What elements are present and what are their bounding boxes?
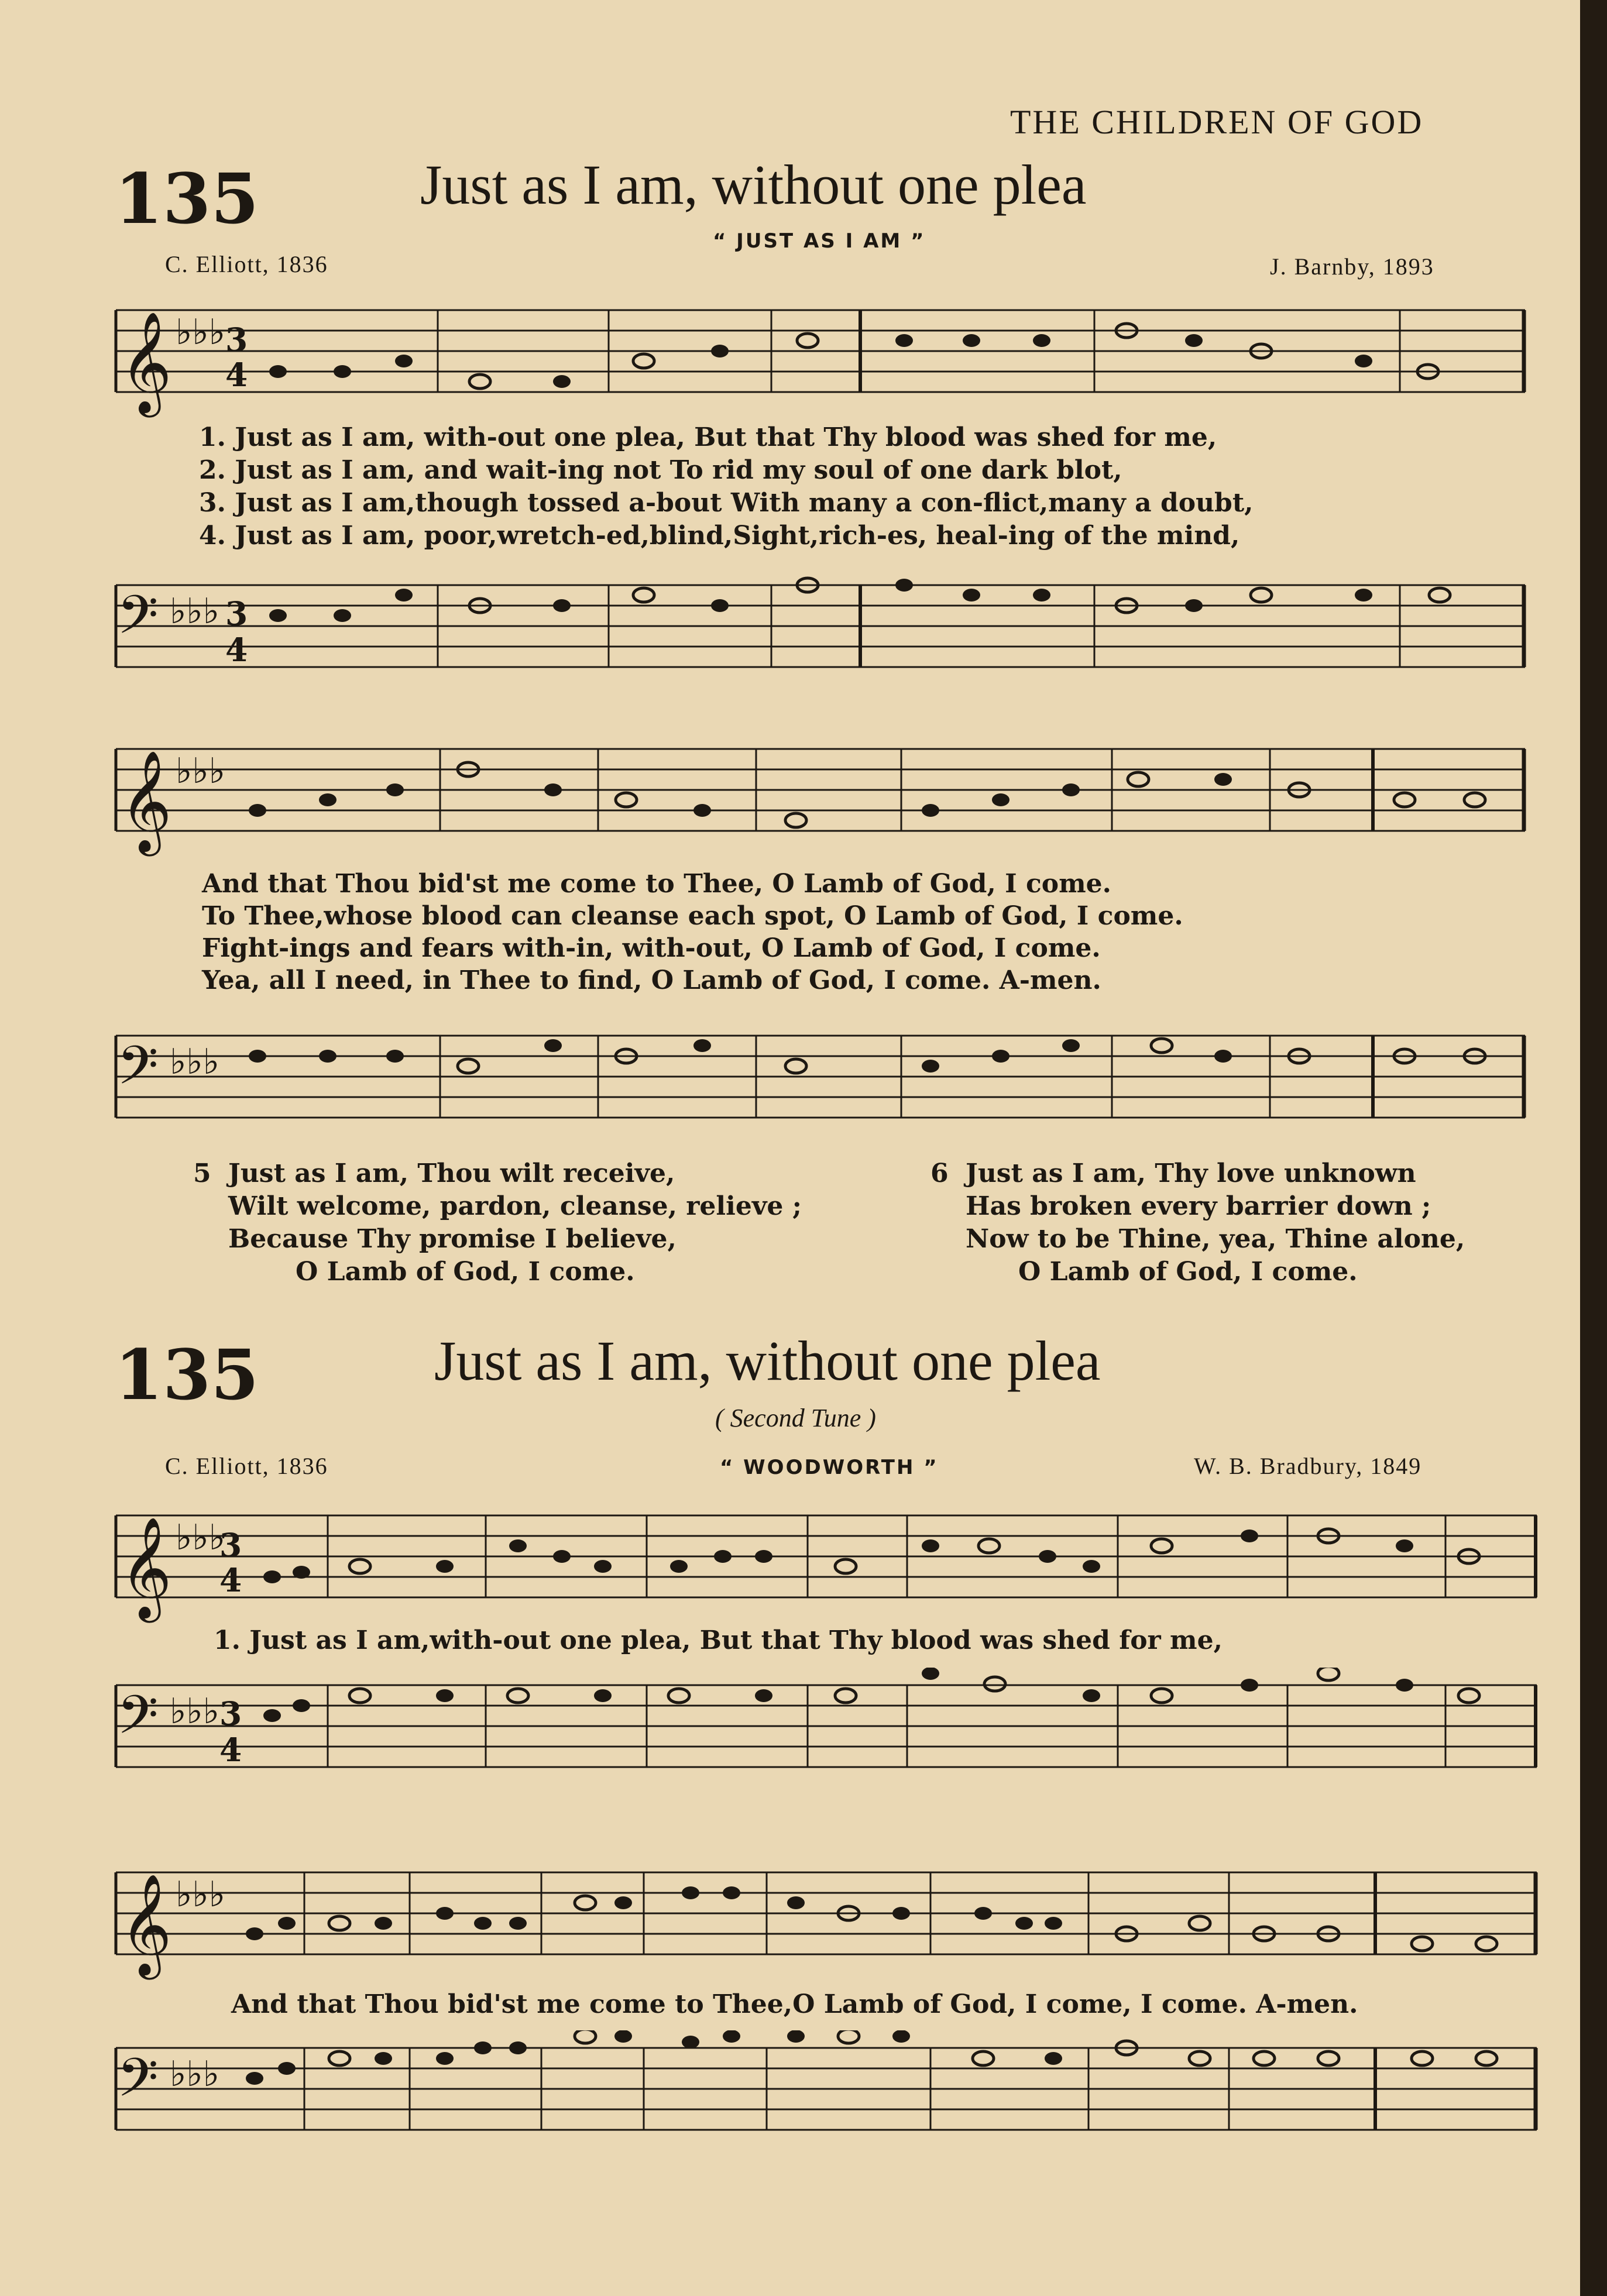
lyric-line: 3. Just as I am,though tossed a-bout With many a con-flict,many a doubt, [199, 488, 1254, 518]
tune-name: “ JUST AS I AM ” [713, 229, 926, 253]
svg-text:♭♭♭: ♭♭♭ [170, 1691, 219, 1732]
bass-staff [0, 573, 1580, 702]
lyric-line: 4. Just as I am, poor,wretch-ed,blind,Sight,rich-es, heal-ing of the mind, [199, 521, 1240, 551]
svg-text:♭♭♭: ♭♭♭ [176, 1874, 225, 1915]
treble-staff [0, 1498, 1580, 1627]
verse-number: 6 [930, 1159, 949, 1188]
svg-text:𝄞: 𝄞 [120, 750, 172, 852]
verse-line: Just as I am, Thy love unknown [966, 1159, 1416, 1188]
verse-line: Because Thy promise I believe, [228, 1224, 677, 1254]
svg-text:𝄢: 𝄢 [117, 584, 159, 659]
hymn-number: 135 [115, 1334, 259, 1415]
lyric-line: Fight-ings and fears with-in, with-out, O Lamb of God, I come. [202, 933, 1101, 963]
svg-text:4: 4 [225, 356, 248, 394]
svg-text:3: 3 [219, 1526, 242, 1564]
lyric-line: 1. Just as I am,with-out one plea, But that Thy blood was shed for me, [214, 1625, 1223, 1655]
lyric-line: And that Thou bid'st me come to Thee, O Lamb of God, I come. [202, 869, 1111, 899]
svg-text:𝄢: 𝄢 [117, 1034, 159, 1109]
treble-staff [0, 731, 1580, 860]
verse-line: O Lamb of God, I come. [1018, 1257, 1358, 1287]
tune-name: “ WOODWORTH ” [720, 1456, 939, 1479]
verse-number: 5 [193, 1159, 211, 1188]
hymn-subtitle: ( Second Tune ) [715, 1404, 876, 1432]
hymn-title: Just as I am, without one plea [434, 1329, 1101, 1392]
book-spine [1580, 0, 1607, 2296]
treble-staff [0, 1855, 1580, 1984]
bass-staff [0, 1668, 1580, 1796]
svg-text:♭♭♭: ♭♭♭ [176, 1517, 225, 1558]
svg-text:3: 3 [225, 594, 248, 633]
author-credit: C. Elliott, 1836 [165, 251, 328, 277]
bass-staff [0, 1024, 1580, 1153]
verse-line: O Lamb of God, I come. [296, 1257, 635, 1287]
svg-text:𝄞: 𝄞 [120, 1874, 172, 1975]
verse-line: Just as I am, Thou wilt receive, [228, 1159, 675, 1188]
lyric-line: And that Thou bid'st me come to Thee,O Lamb of God, I come, I come. A-men. [231, 1989, 1358, 2019]
bass-staff [0, 2030, 1580, 2159]
svg-text:♭♭♭: ♭♭♭ [176, 751, 225, 792]
svg-text:♭♭♭: ♭♭♭ [170, 591, 219, 632]
composer-credit: J. Barnby, 1893 [1270, 253, 1434, 280]
lyric-line: 1. Just as I am, with-out one plea, But that Thy blood was shed for me, [199, 422, 1217, 452]
lyric-line: To Thee,whose blood can cleanse each spot, O Lamb of God, I come. [202, 901, 1183, 931]
hymn-title: Just as I am, without one plea [420, 153, 1087, 216]
svg-text:4: 4 [225, 631, 248, 669]
svg-text:4: 4 [219, 1731, 242, 1769]
svg-text:𝄢: 𝄢 [117, 2047, 159, 2122]
section-heading: THE CHILDREN OF GOD [1010, 103, 1424, 141]
svg-text:♭♭♭: ♭♭♭ [170, 1042, 219, 1082]
svg-text:𝄞: 𝄞 [120, 1517, 172, 1618]
svg-text:𝄢: 𝄢 [117, 1684, 159, 1759]
svg-text:3: 3 [219, 1694, 242, 1733]
verse-line: Has broken every barrier down ; [966, 1191, 1431, 1221]
lyric-line: Yea, all I need, in Thee to find, O Lamb of God, I come. A-men. [202, 965, 1101, 995]
lyric-line: 2. Just as I am, and wait-ing not To rid my soul of one dark blot, [199, 455, 1122, 485]
svg-text:♭♭♭: ♭♭♭ [176, 312, 225, 353]
svg-text:3: 3 [225, 321, 248, 359]
hymn-number: 135 [115, 158, 259, 239]
svg-text:4: 4 [219, 1561, 242, 1599]
svg-text:𝄞: 𝄞 [120, 311, 172, 413]
composer-credit: W. B. Bradbury, 1849 [1194, 1453, 1422, 1479]
verse-line: Wilt welcome, pardon, cleanse, relieve ; [228, 1191, 802, 1221]
treble-staff [0, 293, 1580, 421]
author-credit: C. Elliott, 1836 [165, 1453, 328, 1479]
verse-line: Now to be Thine, yea, Thine alone, [966, 1224, 1465, 1254]
svg-text:♭♭♭: ♭♭♭ [170, 2054, 219, 2095]
